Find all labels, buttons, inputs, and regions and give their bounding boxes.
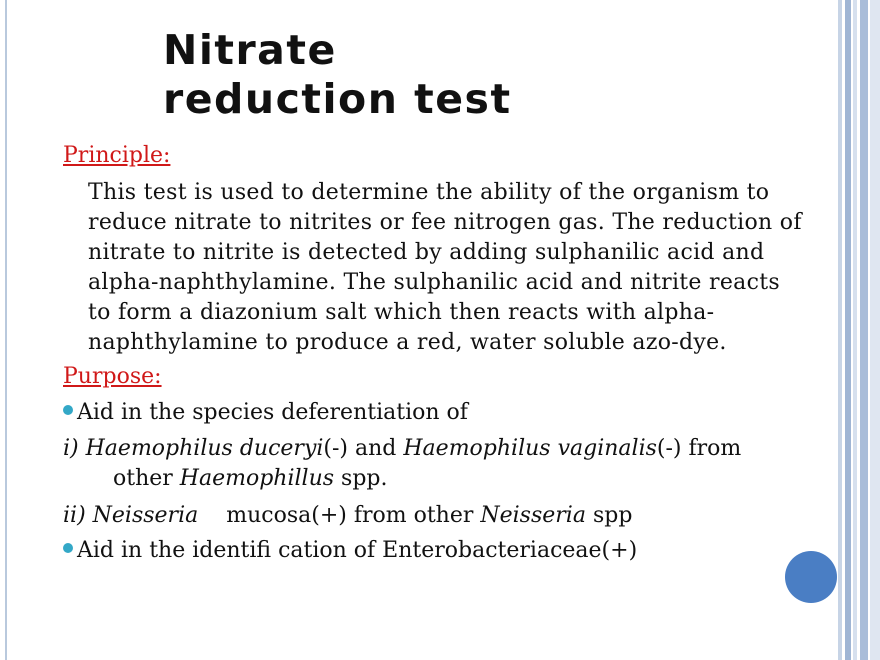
bullet-icon	[63, 543, 73, 553]
bullet-icon	[63, 405, 73, 415]
item-continuation	[63, 464, 741, 494]
right-decor-band	[853, 0, 857, 660]
bullet-text: Aid in the identiﬁ cation of Enterobacteriaceae(+)	[77, 538, 638, 563]
purpose-heading: Purpose:	[63, 364, 162, 389]
item-text: spp	[585, 503, 633, 528]
title-line-2: reduction test	[163, 75, 512, 123]
principle-line: reduce nitrate to nitrites or fee nitrogen gas. The reduction of	[88, 210, 802, 235]
purpose-bullet-1	[63, 399, 468, 427]
principle-line: naphthylamine to produce a red, water soluble azo-dye.	[88, 330, 727, 355]
item-text: (-) from	[656, 436, 742, 461]
species-name: Haemophillus	[179, 466, 335, 491]
right-decor-band	[870, 0, 880, 660]
right-decor-band	[838, 0, 842, 660]
principle-heading: Principle:	[63, 143, 171, 168]
principle-line: nitrate to nitrite is detected by adding sulphanilic acid and	[88, 240, 765, 265]
decorative-circle	[785, 551, 837, 603]
item-line	[63, 436, 741, 461]
item-text: other	[113, 466, 180, 491]
principle-line: to form a diazonium salt which then reacts with alpha-	[88, 300, 715, 325]
principle-paragraph	[88, 178, 828, 358]
item-prefix: ii)	[63, 503, 93, 528]
bullet-text: Aid in the species deferentiation of	[77, 400, 468, 425]
title-line-1: Nitrate	[163, 26, 337, 74]
right-decor-band	[845, 0, 851, 660]
purpose-item-ii	[63, 501, 632, 531]
slide-title	[163, 26, 512, 124]
item-text: spp.	[334, 466, 388, 491]
purpose-item-i	[63, 434, 741, 494]
principle-line: This test is used to determine the ability of the organism to	[88, 180, 770, 205]
left-border-line	[5, 0, 7, 660]
species-name: Haemophilus duceryi	[85, 436, 324, 461]
purpose-bullet-2	[63, 537, 637, 565]
right-decor-band	[860, 0, 868, 660]
species-name: Neisseria	[92, 503, 199, 528]
item-text: mucosa(+) from other	[226, 503, 481, 528]
principle-line: alpha-naphthylamine. The sulphanilic acid and nitrite reacts	[88, 270, 780, 295]
item-text: (-) and	[323, 436, 404, 461]
species-name: Haemophilus vaginalis	[403, 436, 657, 461]
species-name: Neisseria	[480, 503, 586, 528]
item-prefix: i)	[63, 436, 86, 461]
